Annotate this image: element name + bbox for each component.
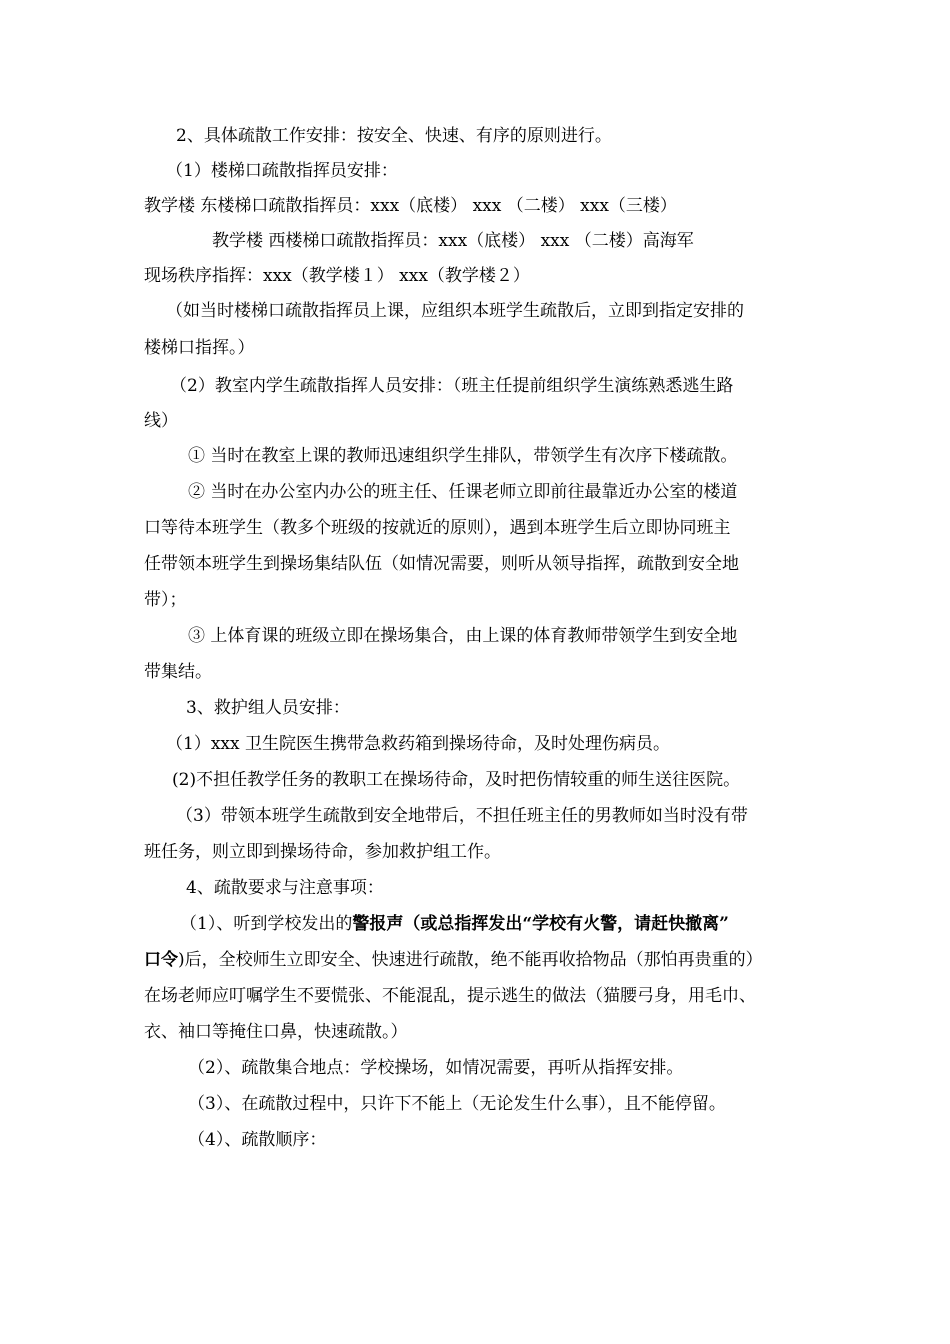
text-line: （如当时楼梯口疏散指挥员上课，应组织本班学生疏散后，立即到指定安排的 <box>166 301 744 321</box>
text-line: （4）、疏散顺序： <box>188 1130 327 1150</box>
text-line: 衣、袖口等掩住口鼻，快速疏散。） <box>144 1022 408 1042</box>
text-line-mixed <box>144 949 763 971</box>
text-line: 口等待本班学生（教多个班级的按就近的原则），遇到本班学生后立即协同班主 <box>144 518 731 538</box>
bold-text-run: 警报声（或总指挥发出“学校有火警，请赶快撤离” <box>352 914 729 934</box>
text-line: （2）、疏散集合地点：学校操场，如情况需要，再听从指挥安排。 <box>188 1058 684 1078</box>
text-line: 2、具体疏散工作安排：按安全、快速、有序的原则进行。 <box>176 126 612 146</box>
text-line: 带集结。 <box>144 662 212 682</box>
text-line: 带）； <box>144 590 187 610</box>
text-line: ③ 上体育课的班级立即在操场集合，由上课的体育教师带领学生到安全地 <box>188 626 738 646</box>
text-line: （2）教室内学生疏散指挥人员安排：（班主任提前组织学生演练熟悉逃生路 <box>170 376 734 396</box>
text-run: （1）、听到学校发出的 <box>180 914 353 934</box>
text-line: 在场老师应叮嘱学生不要慌张、不能混乱，提示逃生的做法（猫腰弓身，用毛巾、 <box>144 986 756 1006</box>
text-line: 楼梯口指挥。） <box>144 338 255 358</box>
text-line: 4、疏散要求与注意事项： <box>186 878 384 898</box>
text-line: （3）、在疏散过程中，只许下不能上（无论发生什么事），且不能停留。 <box>188 1094 726 1114</box>
text-line: ① 当时在教室上课的教师迅速组织学生排队，带领学生有次序下楼疏散。 <box>188 446 738 466</box>
text-line: （1）xxx 卫生院医生携带急救药箱到操场待命，及时处理伤病员。 <box>166 734 670 754</box>
text-line: 线） <box>144 411 178 431</box>
text-line: 3、救护组人员安排： <box>186 698 350 718</box>
text-line: 教学楼 东楼梯口疏散指挥员：xxx（底楼） xxx （二楼） xxx（三楼） <box>144 196 677 216</box>
text-line: 教学楼 西楼梯口疏散指挥员：xxx（底楼） xxx （二楼）高海军 <box>212 231 694 251</box>
text-line: （3）带领本班学生疏散到安全地带后，不担任班主任的男教师如当时没有带 <box>176 806 748 826</box>
text-line: 班任务，则立即到操场待命，参加救护组工作。 <box>144 842 501 862</box>
text-line: （1）楼梯口疏散指挥员安排： <box>166 161 398 181</box>
text-line: 现场秩序指挥：xxx（教学楼１） xxx（教学楼２） <box>144 266 530 286</box>
text-line: (2)不担任教学任务的教职工在操场待命，及时把伤情较重的师生送往医院。 <box>172 770 741 790</box>
bold-text-run: 口令 <box>144 950 178 970</box>
text-line: ② 当时在办公室内办公的班主任、任课老师立即前往最靠近办公室的楼道 <box>188 482 738 502</box>
text-run: )后，全校师生立即安全、快速进行疏散，绝不能再收拾物品（那怕再贵重的） <box>178 950 763 970</box>
text-line: 任带领本班学生到操场集结队伍（如情况需要，则听从领导指挥，疏散到安全地 <box>144 554 739 574</box>
text-line-mixed <box>180 913 729 935</box>
